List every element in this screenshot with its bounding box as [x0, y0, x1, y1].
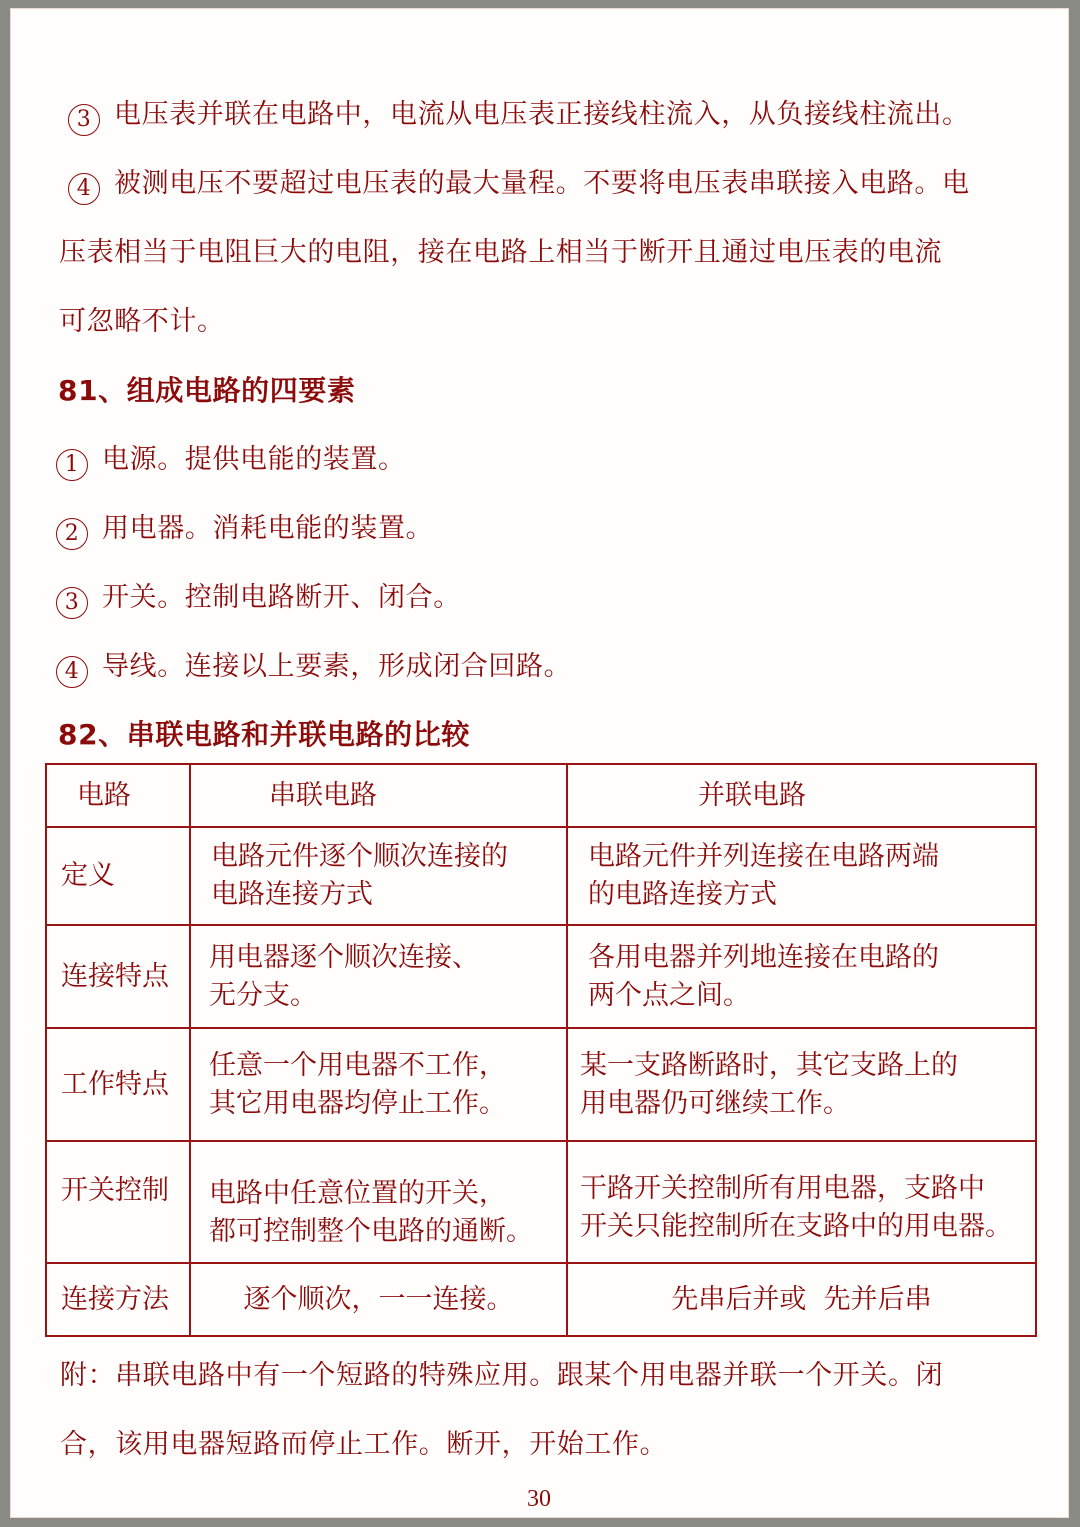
circled-number-1: 1	[56, 449, 88, 481]
series-cell: 用电器逐个顺次连接、 无分支。	[190, 925, 567, 1028]
element-item-4	[56, 650, 571, 688]
parallel-cell: 某一支路断路时，其它支路上的 用电器仍可继续工作。	[567, 1028, 1036, 1141]
circled-number-4: 4	[68, 173, 100, 205]
item-text: 电源。提供电能的装置。	[102, 444, 406, 475]
element-item-1	[56, 443, 406, 481]
note-line-2: 合，该用电器短路而停止工作。断开，开始工作。	[60, 1429, 668, 1460]
table-row	[46, 925, 1036, 1028]
voltmeter-rule-4-cont2: 可忽略不计。	[59, 306, 225, 337]
row-label: 开关控制	[46, 1141, 190, 1263]
parallel-cell: 先串后并或 先并后串	[567, 1263, 1036, 1336]
series-cell: 逐个顺次，一一连接。	[190, 1263, 567, 1336]
element-item-2	[56, 512, 433, 550]
circled-number-3: 3	[56, 587, 88, 619]
voltmeter-rule-4	[68, 167, 970, 205]
circled-number-3: 3	[68, 104, 100, 136]
series-cell: 电路元件逐个顺次连接的 电路连接方式	[190, 827, 567, 925]
parallel-cell: 电路元件并列连接在电路两端 的电路连接方式	[567, 827, 1036, 925]
section-81-title: 81、组成电路的四要素	[58, 374, 356, 407]
item-text: 导线。连接以上要素，形成闭合回路。	[102, 651, 572, 682]
row-label: 连接特点	[46, 925, 190, 1028]
parallel-cell: 干路开关控制所有用电器，支路中 开关只能控制所在支路中的用电器。	[567, 1141, 1036, 1263]
rule-text: 电压表并联在电路中，电流从电压表正接线柱流入，从负接线柱流出。	[114, 99, 970, 130]
table-row	[46, 1263, 1036, 1336]
rule-text: 被测电压不要超过电压表的最大量程。不要将电压表串联接入电路。电	[114, 168, 970, 199]
series-cell: 电路中任意位置的开关， 都可控制整个电路的通断。	[190, 1141, 567, 1263]
header-circuit: 电路	[46, 764, 190, 827]
section-82-title: 82、串联电路和并联电路的比较	[58, 718, 470, 751]
header-series: 串联电路	[190, 764, 567, 827]
voltmeter-rule-3	[68, 98, 970, 136]
circled-number-2: 2	[56, 518, 88, 550]
voltmeter-rule-4-cont1: 压表相当于电阻巨大的电阻，接在电路上相当于断开且通过电压表的电流	[59, 237, 943, 268]
page-number: 30	[527, 1486, 551, 1512]
series-cell: 任意一个用电器不工作， 其它用电器均停止工作。	[190, 1028, 567, 1141]
header-parallel: 并联电路	[567, 764, 1036, 827]
element-item-3	[56, 581, 461, 619]
comparison-table	[45, 763, 1037, 1337]
item-text: 用电器。消耗电能的装置。	[102, 513, 434, 544]
table-row	[46, 1141, 1036, 1263]
table-row	[46, 1028, 1036, 1141]
note-line-1: 附：串联电路中有一个短路的特殊应用。跟某个用电器并联一个开关。闭	[60, 1360, 944, 1391]
circled-number-4: 4	[56, 656, 88, 688]
parallel-cell: 各用电器并列地连接在电路的 两个点之间。	[567, 925, 1036, 1028]
table-row	[46, 827, 1036, 925]
row-label: 工作特点	[46, 1028, 190, 1141]
item-text: 开关。控制电路断开、闭合。	[102, 582, 461, 613]
row-label: 连接方法	[46, 1263, 190, 1336]
table-header-row	[46, 764, 1036, 827]
row-label: 定义	[46, 827, 190, 925]
